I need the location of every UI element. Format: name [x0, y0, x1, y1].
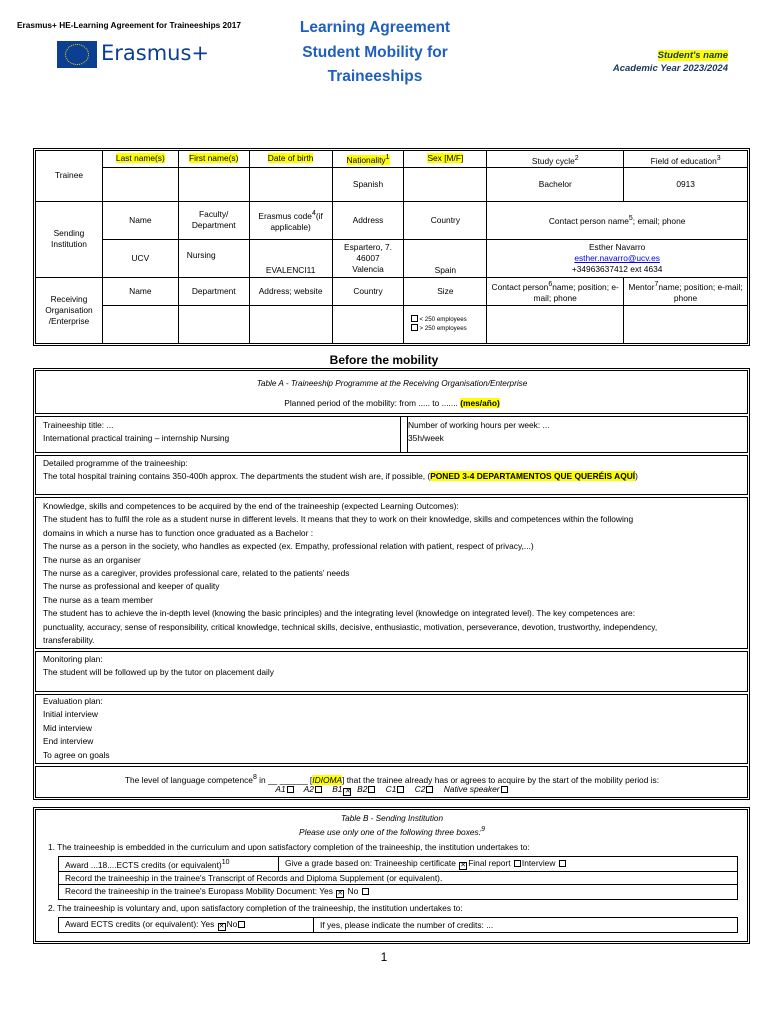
tableB-item1: 1. The traineeship is embedded in the curriculum and upon satisfactory completion of the traineeship, the institution undertakes to:: [48, 842, 530, 852]
evaluation-box[interactable]: Evaluation plan: Initial interview Mid interview End interview To agree on goals: [35, 694, 748, 764]
erasmus-logo: [57, 40, 210, 72]
language-competence-text: The level of language competence$^8$ in __ ______ [IDIOMA] that the trainee already has or agrees to acquire by the start of the mobility period is:: [124, 774, 660, 785]
page-title: Learning Agreement Student Mobility for Traineeships: [299, 19, 451, 85]
academic-year: Academic Year 2023/2024: [612, 63, 728, 74]
logo-text: Erasmus+: [101, 41, 210, 65]
receiving-h-department: Department: [178, 277, 249, 305]
receiving-h-name: Name: [102, 277, 178, 305]
trainee-sex[interactable]: [404, 167, 487, 201]
receiving-h-address: Address; website: [249, 277, 332, 305]
voluntary-options-table: [58, 917, 738, 933]
col-first-name: First name(s): [178, 151, 249, 168]
level-b1-checkbox[interactable]: ✕: [344, 788, 351, 795]
working-hours-box[interactable]: [400, 416, 748, 453]
sending-faculty[interactable]: Nursing: [178, 239, 249, 277]
award2-yes-checkbox[interactable]: ✕: [218, 923, 225, 930]
detailed-programme-box[interactable]: [35, 455, 748, 495]
sending-h-code: Erasmus code$^4$(if applicable): [249, 201, 332, 239]
sending-h-name: Name: [102, 201, 178, 239]
award2-ects[interactable]: Award ECTS credits (or equivalent): Yes ✕ No: [59, 918, 314, 933]
level-b2-checkbox[interactable]: [368, 786, 375, 793]
sending-contact[interactable]: Esther Navarro esther.navarro@ucv.es +34963637412 ext 4634: [487, 239, 748, 277]
trainee-dob[interactable]: [249, 167, 332, 201]
sending-code[interactable]: EVALENCI11: [249, 239, 332, 277]
credits-question[interactable]: If yes, please indicate the number of credits: ...: [314, 918, 738, 933]
receiving-name[interactable]: [102, 305, 178, 343]
col-last-name: Last name(s): [102, 151, 178, 168]
section-title: Before the mobility: [329, 353, 439, 367]
checkbox-large-org[interactable]: [411, 324, 418, 331]
working-hours-value[interactable]: 35h/week: [408, 433, 444, 444]
working-hours-label: Number of working hours per week: ...: [408, 420, 550, 430]
grade-options[interactable]: Give a grade based on: Traineeship certificate ✕ Final report Interview: [279, 857, 738, 872]
traineeship-title-label: Traineeship title: ...: [43, 420, 114, 430]
receiving-h-country: Country: [332, 277, 404, 305]
record-transcript[interactable]: Record the traineeship in the trainee's Transcript of Records and Diploma Supplement (or equivalent).: [59, 872, 738, 885]
award2-no-checkbox[interactable]: [238, 921, 245, 928]
receiving-mentor[interactable]: [624, 305, 748, 343]
eu-flag-icon: [57, 41, 97, 68]
col-study-field: Study cycle$^2$ Field of education$^3$: [487, 151, 748, 168]
sending-h-country: Country: [404, 201, 487, 239]
receiving-department[interactable]: [178, 305, 249, 343]
sending-h-faculty: Faculty/ Department: [178, 201, 249, 239]
final-report-checkbox[interactable]: [514, 860, 521, 867]
traineeship-title-value[interactable]: International practical training – internship Nursing: [43, 433, 230, 444]
sending-address[interactable]: Espartero, 7. 46007 Valencia: [332, 239, 404, 277]
award-ects[interactable]: Award ...18....ECTS credits (or equivalent)$^{10}$: [59, 857, 279, 872]
page-number: 1: [380, 950, 388, 964]
col-nationality: Nationality$^1$: [332, 151, 404, 168]
trainee-nationality[interactable]: Spanish: [332, 167, 404, 201]
level-a2-checkbox[interactable]: [315, 786, 322, 793]
student-name-label: Student's name: [657, 50, 728, 61]
sending-name[interactable]: UCV: [102, 239, 178, 277]
student-info: [613, 49, 728, 75]
receiving-h-mentor: Mentor$^7$name; position; e-mail; phone: [624, 277, 748, 305]
trainee-label: Trainee: [36, 151, 103, 202]
tableB-caption: Table B - Sending Institution: [340, 814, 444, 823]
traineeship-title-box[interactable]: [35, 416, 408, 453]
programme-label: Detailed programme of the traineeship:: [43, 458, 188, 468]
receiving-h-contact: Contact person$^6$name; position; e-mail; phone: [487, 277, 624, 305]
tableA-caption: Table A - Traineeship Programme at the Receiving Organisation/Enterprise: [256, 379, 528, 388]
record-europass[interactable]: Record the traineeship in the trainee's Europass Mobility Document: Yes ✕ No: [59, 885, 738, 900]
embedded-options-table: [58, 856, 738, 900]
sending-country[interactable]: Spain: [404, 239, 487, 277]
trainee-last-name[interactable]: [102, 167, 178, 201]
trainee-first-name[interactable]: [178, 167, 249, 201]
monitoring-box[interactable]: Monitoring plan: The student will be followed up by the tutor on placement daily: [35, 651, 748, 692]
europass-no-checkbox[interactable]: [362, 888, 369, 895]
native-speaker-checkbox[interactable]: [501, 786, 508, 793]
language-levels[interactable]: A1 A2 B1 ✕ B2 C1 C2 Native speaker: [43, 783, 741, 796]
receiving-size[interactable]: < 250 employees > 250 employees: [404, 305, 487, 343]
tableA-header: [35, 370, 748, 414]
document-tag: Erasmus+ HE-Learning Agreement for Traineeships 2017: [17, 20, 242, 30]
checkbox-small-org[interactable]: [411, 315, 418, 322]
europass-yes-checkbox[interactable]: ✕: [337, 890, 344, 897]
receiving-contact[interactable]: [487, 305, 624, 343]
programme-text[interactable]: The total hospital training contains 350-400h approx. The departments the student wish are, if possible, (PONED 3-4 DEPARTAMENTOS QUE QUERÉIS AQUÍ): [43, 471, 638, 482]
knowledge-box[interactable]: Knowledge, skills and competences to be acquired by the end of the traineeship (expected Learning Outcomes): The student has to fulfil the role as a student nurse in different levels. It means that they to work on their knowledge, skills and competences within the following domains in which a nurse has to function once graduated as a Bachelor : The nurse as a person in the society, who handles as expected (ex. Empathy, professional relation with patient, respect of privacy,...) The nurse as an organiser The nurse as a caregiver, provides professional care, related to the patients’ needs The nurse as professional and keeper of quality The nurse as a team member The student has to achieve the in-depth level (knowing the basic principles) and the integrating level (knowledge on integrated level). The key competences are: punctuality, accuracy, sense of responsibility, critical knowledge, technical skills, decisive, enthusiastic, motivation, perseverance, devotion, trustworthy, independency, transferability.: [35, 497, 748, 649]
receiving-country[interactable]: [332, 305, 404, 343]
trainee-study-field[interactable]: Bachelor 0913: [487, 167, 748, 201]
sending-h-contact: Contact person name$^5$; email; phone: [487, 201, 748, 239]
tableB-instruction: Please use only one of the following three boxes:$^9$: [299, 826, 485, 837]
language-box[interactable]: [35, 766, 748, 798]
tableB-item2: 2. The traineeship is voluntary and, upon satisfactory completion of the traineeship, the institution undertakes to:: [48, 903, 463, 913]
interview-checkbox[interactable]: [559, 860, 566, 867]
contact-email-link[interactable]: esther.navarro@ucv.es: [574, 252, 660, 263]
participants-table: [35, 150, 748, 344]
certificate-checkbox[interactable]: ✕: [460, 862, 467, 869]
receiving-h-size: Size: [404, 277, 487, 305]
receiving-address[interactable]: [249, 305, 332, 343]
col-sex: Sex [M/F]: [404, 151, 487, 168]
level-c2-checkbox[interactable]: [426, 786, 433, 793]
planned-period[interactable]: Planned period of the mobility: from ..... to ....... (mes/año): [284, 398, 500, 408]
sending-label: Sending Institution: [36, 201, 103, 277]
col-dob: Date of birth: [249, 151, 332, 168]
sending-h-address: Address: [332, 201, 404, 239]
level-a1-checkbox[interactable]: [287, 786, 294, 793]
level-c1-checkbox[interactable]: [397, 786, 404, 793]
receiving-label: Receiving Organisation /Enterprise: [36, 277, 103, 343]
